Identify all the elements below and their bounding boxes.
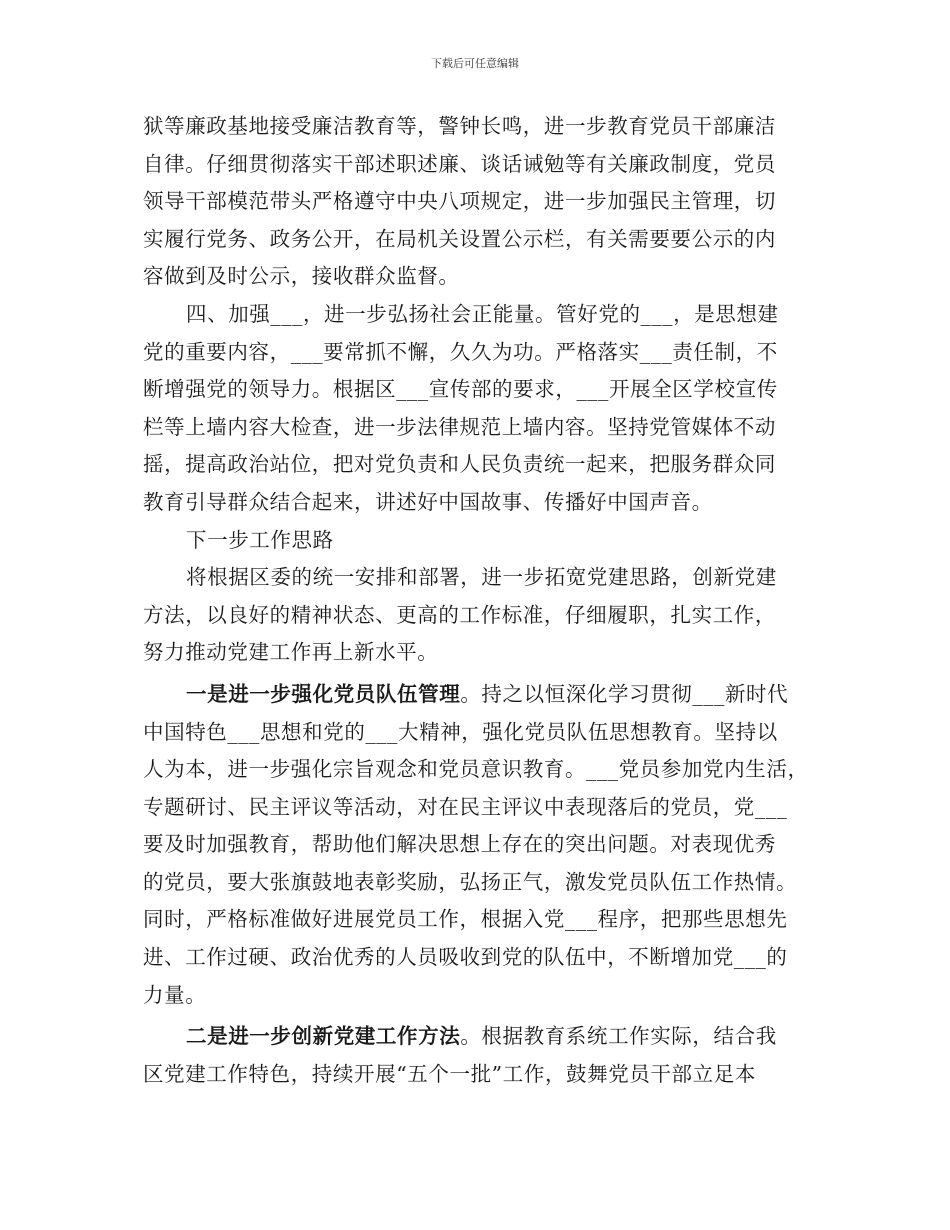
text-line: 实履行党务、政务公开，在局机关设置公示栏，有关需要要公示的内 xyxy=(143,226,776,251)
text-line: 领导干部模范带头严格遵守中央八项规定，进一步加强民主管理，切 xyxy=(143,189,776,214)
text-line: 进、工作过硬、政治优秀的人员吸收到党的队伍中，不断增加党___的 xyxy=(143,945,788,970)
text-line: 教育引导群众结合起来，讲述好中国故事、传播好中国声音。 xyxy=(143,489,713,514)
item-one-title: 一是进一步强化党员队伍管理 xyxy=(186,681,461,706)
page-header: 下载后可任意编辑 xyxy=(431,57,519,70)
text-line: 摇，提高政治站位，把对党负责和人民负责统一起来，把服务群众同 xyxy=(143,452,776,477)
item-two-title: 二是进一步创新党建工作方法 xyxy=(186,1024,461,1049)
text-line: 努力推动党建工作再上新水平。 xyxy=(143,640,439,665)
item-one-text: 。持之以恒深化学习贯彻___新时代 xyxy=(460,681,789,706)
text-line: 栏等上墙内容大检查，进一步法律规范上墙内容。坚持党管媒体不动 xyxy=(143,414,776,439)
text-line: 人为本，进一步强化宗旨观念和党员意识教育。___党员参加党内生活， xyxy=(143,757,809,782)
text-line: 中国特色___思想和党的___大精神，强化党员队伍思想教育。坚持以 xyxy=(143,719,778,744)
intro-paragraph-start: 将根据区委的统一安排和部署，进一步拓宽党建思路，创新党建 xyxy=(186,565,777,590)
text-line: 狱等廉政基地接受廉洁教育等，警钟长鸣，进一步教育党员干部廉洁 xyxy=(143,114,776,138)
text-line: 党的重要内容，___要常抓不懈，久久为功。严格落实___责任制，不 xyxy=(143,339,778,364)
text-line: 方法，以良好的精神状态、更高的工作标准，仔细履职，扎实工作， xyxy=(143,602,776,627)
text-line: 断增强党的领导力。根据区___宣传部的要求，___开展全区学校宣传 xyxy=(143,377,778,402)
text-line: 自律。仔细贯彻落实干部述职述廉、谈话诫勉等有关廉政制度，党员 xyxy=(143,151,776,176)
item-one-first-line xyxy=(143,676,813,714)
text-line: 专题研讨、民主评议等活动，对在民主评议中表现落后的党员，党___ xyxy=(143,794,788,819)
text-line: 容做到及时公示，接收群众监督。 xyxy=(143,264,460,289)
text-line: 的党员，要大张旗鼓地表彰奖励，弘扬正气，激发党员队伍工作热情。 xyxy=(143,869,798,894)
text-line: 力量。 xyxy=(143,982,207,1007)
text-line: 区党建工作特色，持续开展“五个一批”工作，鼓舞党员干部立足本 xyxy=(143,1061,756,1086)
item-two-first-line xyxy=(143,1018,813,1056)
text-line: 要及时加强教育，帮助他们解决思想上存在的突出问题。对表现优秀 xyxy=(143,832,776,857)
document-body xyxy=(143,108,813,1093)
paragraph-four-start: 四、加强___，进一步弘扬社会正能量。管好党的___，是思想建 xyxy=(186,301,779,326)
item-two-text: 。根据教育系统工作实际，结合我 xyxy=(460,1024,777,1049)
text-line: 同时，严格标准做好进展党员工作，根据入党___程序，把那些思想先 xyxy=(143,907,788,932)
section-heading: 下一步工作思路 xyxy=(186,527,334,552)
